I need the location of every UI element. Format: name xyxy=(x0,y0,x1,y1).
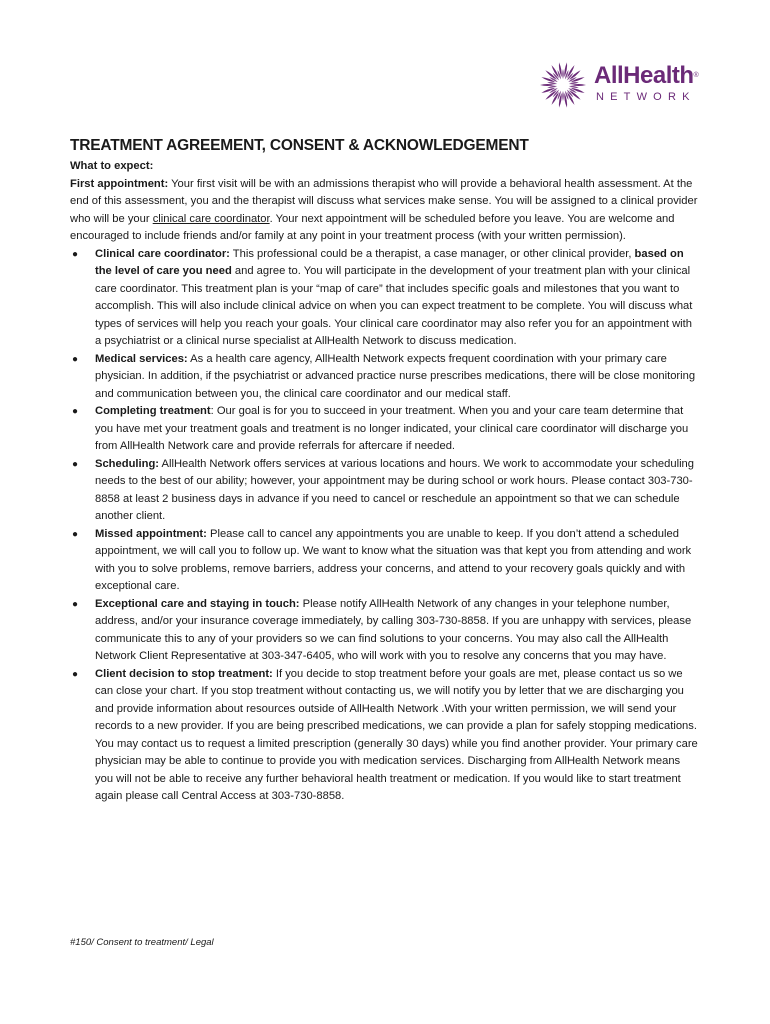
document-title: TREATMENT AGREEMENT, CONSENT & ACKNOWLEDGEMENT xyxy=(70,137,529,154)
logo-petal xyxy=(547,82,557,84)
list-item-exceptional-care xyxy=(70,596,698,666)
item-label: Client decision to stop treatment: xyxy=(95,667,273,680)
bullet-icon: ● xyxy=(72,248,79,260)
item-text: AllHealth Network offers services at various locations and hours. We work to accommodate your scheduling needs to the best of our ability; however, your appointment may be during school or work hours. Please contact 303-730-8858 at least 2 business days in advance if you need to cancel or reschedule an appointment so that we can schedule another client. xyxy=(95,457,695,522)
bullet-list xyxy=(70,246,698,806)
logo-subtitle: NETWORK xyxy=(596,91,696,103)
item-text: This professional could be a therapist, a case manager, or other clinical provider, xyxy=(229,247,635,260)
item-label: Exceptional care and staying in touch: xyxy=(95,597,300,610)
logo-petal xyxy=(540,84,555,86)
allhealth-logo xyxy=(538,60,708,112)
list-item-scheduling xyxy=(70,456,698,526)
item-label: Clinical care coordinator: xyxy=(95,247,230,260)
item-label: Completing treatment xyxy=(95,405,211,417)
list-item-clinical-care-coordinator xyxy=(70,246,698,351)
logo-petal xyxy=(547,86,557,88)
item-text: Please call to cancel any appointments you are unable to keep. If you don’t attend a scheduled appointment, we will call you to follow up. We want to know what the situation was that kept you from attending and work with you to solve problems, remove barriers, address your concerns, and attend to your recovery goals quickly and with exceptional care. xyxy=(95,527,692,592)
item-text: If you decide to stop treatment before your goals are met, please contact us so we can close your chart. If you stop treatment without contacting us, we will notify you by letter that we are discharging you and provide information about resources outside of AllHealth Network .With your written permission, we will send your records to a new provider. If you are being prescribed medications, we can provide a plan for safely stopping medications. You may contact us to request a limited prescription (generally 30 days) while you find another provider. Your primary care physician may be able to continue to provide you with medication services. Discharging from AllHealth Network means you will not be able to receive any further behavioral health treatment or medication. If you would like to start treatment again please call Central Access at 303-730-8858. xyxy=(95,667,698,802)
list-item-medical-services xyxy=(70,351,698,404)
document-content xyxy=(70,158,698,806)
logo-petal xyxy=(569,82,579,84)
logo-name: AllHealth® xyxy=(594,62,699,89)
document-footer: #150/ Consent to treatment/ Legal xyxy=(70,937,214,948)
section-heading: What to expect: xyxy=(70,160,154,172)
first-appointment-text: Your first visit will be with an admissions therapist who will provide a behavioral health assessment. At the end of this assessment, you and the therapist will discuss what services make sense. You will be assigned to a clinical provider who will be your xyxy=(70,177,698,225)
logo-petal xyxy=(571,84,586,86)
item-label: Medical services: xyxy=(95,352,188,365)
clinical-care-coordinator-link: clinical care coordinator xyxy=(152,212,270,225)
item-text: : Our goal is for you to succeed in your treatment. When you and your care team determine that you have met your treatment goals and treatment is no longer indicated, your clinical care coordinator will discharge you from AllHealth Network care and provide referrals for aftercare if needed. xyxy=(95,405,689,452)
first-appointment-text-continued: . Your next appointment will be scheduled before you leave. You are welcome and encouraged to include friends and/or family at any point in your treatment process (with your written permission). xyxy=(70,212,675,242)
list-item-missed-appointment xyxy=(70,526,698,596)
logo-petal xyxy=(562,69,564,79)
item-bold-text: based on the level of care you need xyxy=(95,247,684,277)
first-appointment-paragraph xyxy=(70,176,698,246)
item-label: Scheduling: xyxy=(95,457,160,470)
bullet-icon: ● xyxy=(72,353,79,365)
flower-logo-icon xyxy=(538,60,588,110)
item-text: As a health care agency, AllHealth Network expects frequent coordination with your primary care physician. In addition, if the psychiatrist or advanced practice nurse prescribes medications, there will be close monitoring and communication between you, the clinical care coordinator and our medical staff. xyxy=(95,352,696,400)
bullet-icon: ● xyxy=(72,458,79,470)
document-body xyxy=(70,136,698,806)
list-item-completing-treatment xyxy=(70,403,698,456)
list-item-client-decision xyxy=(70,666,698,806)
item-text-continued: and agree to. You will participate in the development of your treatment plan with your clinical care coordinator. This treatment plan is your “map of care” that includes specific goals and milestones that you want to accomplish. This will also include clinical advice on when you can expect treatment to be complete. You will discuss what types of services will help you reach your goals. Your clinical care coordinator may also refer you for an appointment with a psychiatrist or a clinical nurse specialist at AllHealth Network to discuss medication. xyxy=(95,265,693,347)
bullet-icon: ● xyxy=(72,598,79,610)
bullet-icon: ● xyxy=(72,528,79,540)
logo-petal xyxy=(562,91,564,101)
bullet-icon: ● xyxy=(72,406,79,417)
bullet-icon: ● xyxy=(72,668,79,680)
first-appointment-label: First appointment: xyxy=(70,177,169,190)
item-label: Missed appointment: xyxy=(95,527,207,540)
item-text: Please notify AllHealth Network of any changes in your telephone number, address, and/or your insurance coverage immediately, by calling 303-730-8858. If you are unhappy with services, please communicate this to any of your providers so we can find solutions to your concerns. You may also call the AllHealth Network Client Representative at 303-347-6405, who will work with you to resolve any concerns that you may have. xyxy=(95,597,692,662)
logo-petal xyxy=(569,86,579,88)
